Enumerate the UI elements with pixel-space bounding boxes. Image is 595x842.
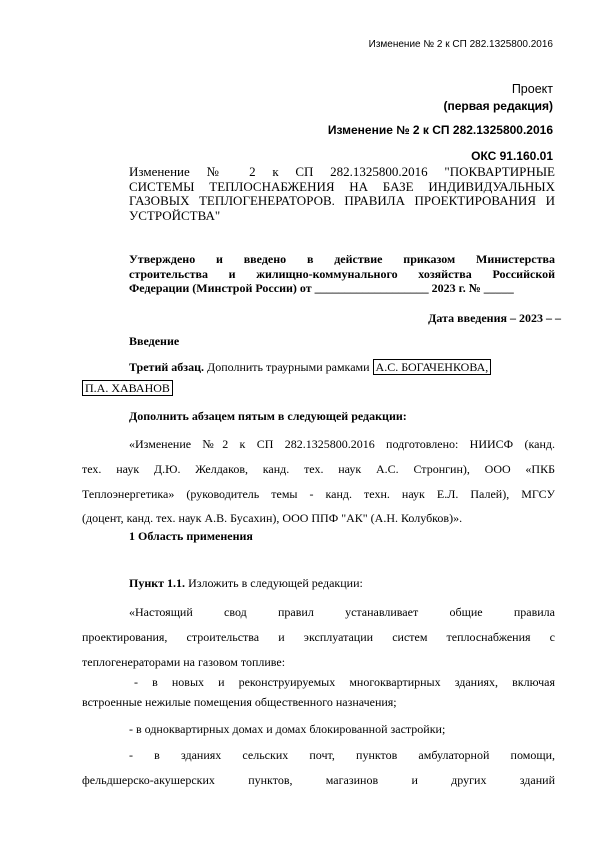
quote-block xyxy=(129,432,555,457)
running-header: Изменение № 2 к СП 282.1325800.2016 xyxy=(368,39,553,50)
point-1-1-line xyxy=(129,576,363,591)
bullet-3-line-2: фельдшерско-акушерских пунктов, магазинов и других зданий xyxy=(82,773,555,787)
name-box-1: А.С. БОГАЧЕНКОВА, xyxy=(373,359,492,375)
title-line-3: ГАЗОВЫХ ТЕПЛОГЕНЕРАТОРОВ. ПРАВИЛА ПРОЕКТИРОВАНИЯ И xyxy=(129,193,555,208)
title-line-1: Изменение № 2 к СП 282.1325800.2016 "ПОКВАРТИРНЫЕ xyxy=(129,164,555,179)
document-title xyxy=(129,165,555,223)
project-label: Проект xyxy=(511,82,553,96)
third-paragraph-line xyxy=(129,360,491,375)
edition-label: (первая редакция) xyxy=(443,99,553,113)
bullet-1-line-2: встроенные нежилые помещения общественного назначения; xyxy=(82,695,397,709)
oks-code: ОКС 91.160.01 xyxy=(471,149,553,163)
section-1-heading: 1 Область применения xyxy=(129,529,253,543)
bullet-3-cont xyxy=(82,768,555,793)
scope-line-2: проектирования, строительства и эксплуатации систем теплоснабжения с xyxy=(82,630,555,644)
bullet-1-line-1: - в новых и реконструируемых многоквартирных зданиях, включая xyxy=(134,675,555,689)
scope-paragraph-cont xyxy=(82,625,555,674)
approval-line-3: Федерации (Минстрой России) от ___________________ 2023 г. № _____ xyxy=(129,281,514,295)
third-paragraph-label: Третий абзац. xyxy=(129,360,205,374)
quote-line-2: тех. наук Д.Ю. Желдаков, канд. тех. наук А.С. Стронгин), ООО «ПКБ xyxy=(82,462,555,476)
effective-date: Дата введения – 2023 – – xyxy=(428,311,561,325)
bullet-1-cont xyxy=(82,692,397,712)
title-line-2: СИСТЕМЫ ТЕПЛОСНАБЖЕНИЯ НА БАЗЕ ИНДИВИДУАЛЬНЫХ xyxy=(129,178,555,194)
intro-heading: Введение xyxy=(129,334,180,348)
bullet-2 xyxy=(129,719,445,739)
third-paragraph-text: Дополнить траурными рамками xyxy=(204,360,373,374)
quote-line-1: «Изменение №2 к СП 282.1325800.2016 подготовлено: НИИСФ (канд. xyxy=(129,437,555,451)
title-line-4: УСТРОЙСТВА" xyxy=(129,207,221,223)
scope-paragraph-start xyxy=(129,600,555,625)
bullet-3-line-1: - в зданиях сельских почт, пунктов амбулаторной помощи, xyxy=(129,748,555,762)
quote-continuation xyxy=(82,457,555,531)
scope-line-1: «Настоящий свод правил устанавливает общие правила xyxy=(129,605,555,619)
quote-line-4: (доцент, канд. тех. наук А.В. Бусахин), ООО ППФ "АК" (А.Н. Колубков)». xyxy=(82,511,463,525)
bullet-3-start xyxy=(129,743,555,768)
approval-block xyxy=(129,252,555,296)
approval-line-2: строительства и жилищно-коммунального хозяйства Российской xyxy=(129,266,555,281)
approval-line-1: Утверждено и введено в действие приказом Министерства xyxy=(129,252,555,266)
bullet-1-start xyxy=(134,672,555,692)
name-box-2: П.А. ХАВАНОВ xyxy=(82,380,173,396)
add-fifth-heading: Дополнить абзацем пятым в следующей редакции: xyxy=(129,409,407,423)
change-title: Изменение № 2 к СП 282.1325800.2016 xyxy=(327,123,553,137)
name-line-2 xyxy=(82,381,173,396)
point-label: Пункт 1.1. xyxy=(129,576,186,590)
bullet-2-line-1: - в одноквартирных домах и домах блокированной застройки; xyxy=(129,722,446,736)
point-text: Изложить в следующей редакции: xyxy=(185,576,363,590)
scope-line-3: теплогенераторами на газовом топливе: xyxy=(82,654,286,669)
quote-line-3: Теплоэнергетика» (руководитель темы - канд. техн. наук Е.Л. Палей), МГСУ xyxy=(82,486,555,501)
